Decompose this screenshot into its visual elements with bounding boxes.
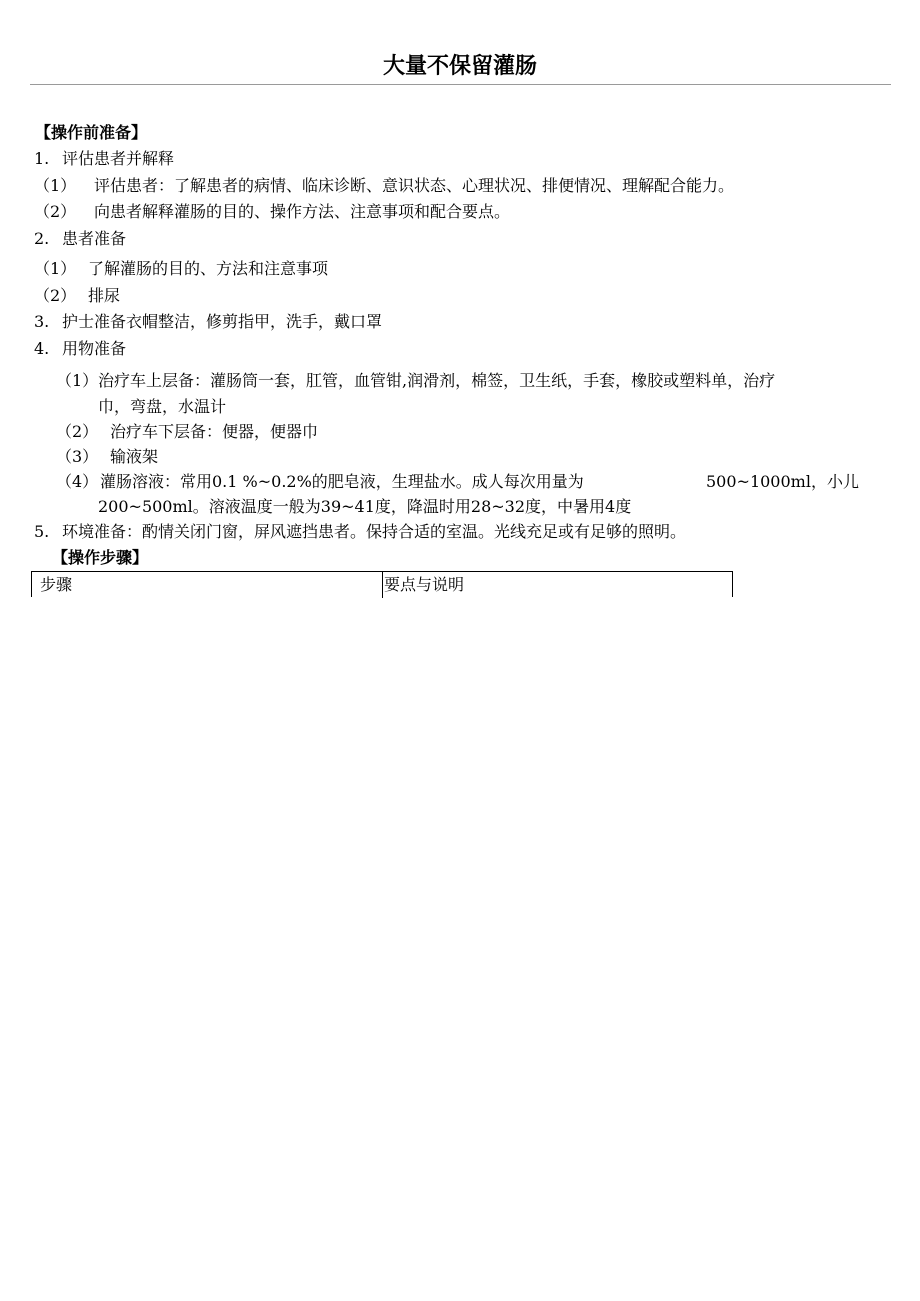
prep-item-5-label: 环境准备：酌情关闭门窗，屏风遮挡患者。保持合适的室温。光线充足或有足够的照明。 xyxy=(62,522,687,541)
prep-item-1-sub-1-text: 评估患者：了解患者的病情、临床诊断、意识状态、心理状况、排便情况、理解配合能力。 xyxy=(94,176,735,195)
prep-item-4-sub-1 xyxy=(56,370,775,392)
prep-item-3 xyxy=(34,311,382,333)
prep-item-4-label: 用物准备 xyxy=(62,339,127,358)
prep-item-2-sub-2-text: 排尿 xyxy=(88,286,121,305)
prep-item-1-sub-1 xyxy=(34,175,734,197)
prep-item-5 xyxy=(34,521,686,543)
prep-item-4-sub-2-number: （2） xyxy=(56,422,99,441)
prep-item-4-number: 4. xyxy=(34,339,50,358)
prep-item-4-sub-2 xyxy=(56,421,318,443)
prep-item-4-sub-4-volume: 500~1000ml，小儿 xyxy=(706,472,859,491)
prep-item-3-label: 护士准备衣帽整洁，修剪指甲，洗手，戴口罩 xyxy=(62,312,383,331)
steps-table xyxy=(31,571,733,597)
title-divider xyxy=(30,84,891,85)
prep-item-2-sub-1-number: （1） xyxy=(34,259,77,278)
prep-item-4 xyxy=(34,338,126,360)
prep-item-3-number: 3. xyxy=(34,312,50,331)
prep-item-4-sub-3-text: 输液架 xyxy=(110,447,159,466)
prep-item-4-sub-3-number: （3） xyxy=(56,447,99,466)
prep-item-1-label: 评估患者并解释 xyxy=(62,149,175,168)
prep-item-4-sub-4-number: （4） xyxy=(56,472,99,491)
prep-item-1-sub-2-text: 向患者解释灌肠的目的、操作方法、注意事项和配合要点。 xyxy=(94,202,511,221)
prep-item-4-sub-1-text: 治疗车上层备：灌肠筒一套，肛管，血管钳,润滑剂，棉签，卫生纸，手套，橡胶或塑料单，治疗 xyxy=(98,371,776,390)
steps-table-column-divider xyxy=(382,572,383,598)
prep-item-5-number: 5. xyxy=(34,522,50,541)
prep-item-1-sub-2 xyxy=(34,201,510,223)
prep-item-4-sub-2-text: 治疗车下层备：便器，便器巾 xyxy=(110,422,319,441)
steps-table-header-notes: 要点与说明 xyxy=(384,575,465,594)
prep-item-1 xyxy=(34,148,174,170)
page-title: 大量不保留灌肠 xyxy=(382,54,537,79)
prep-item-4-sub-4 xyxy=(56,471,584,493)
prep-item-1-number: 1. xyxy=(34,149,50,168)
prep-item-4-sub-4-continued: 200~500ml。溶液温度一般为39~41度，降温时用28~32度，中暑用4度 xyxy=(98,497,632,516)
prep-item-4-sub-3 xyxy=(56,446,158,468)
prep-item-4-sub-4-text: 灌肠溶液：常用0.1 %~0.2%的肥皂液，生理盐水。成人每次用量为 xyxy=(100,472,584,491)
prep-item-4-sub-1-continued: 巾，弯盘，水温计 xyxy=(98,397,227,416)
prep-item-4-sub-1-number: （1） xyxy=(56,371,99,390)
prep-item-2-sub-2 xyxy=(34,285,120,307)
steps-table-header-step: 步骤 xyxy=(40,575,73,594)
prep-item-1-sub-1-number: （1） xyxy=(34,176,77,195)
prep-item-2 xyxy=(34,228,126,250)
prep-item-2-number: 2. xyxy=(34,229,50,248)
prep-item-2-sub-1-text: 了解灌肠的目的、方法和注意事项 xyxy=(88,259,329,278)
prep-item-2-sub-1 xyxy=(34,258,328,280)
steps-heading: 【操作步骤】 xyxy=(52,548,149,567)
prep-heading: 【操作前准备】 xyxy=(35,123,148,142)
prep-item-2-label: 患者准备 xyxy=(62,229,127,248)
prep-item-1-sub-2-number: （2） xyxy=(34,202,77,221)
prep-item-2-sub-2-number: （2） xyxy=(34,286,77,305)
